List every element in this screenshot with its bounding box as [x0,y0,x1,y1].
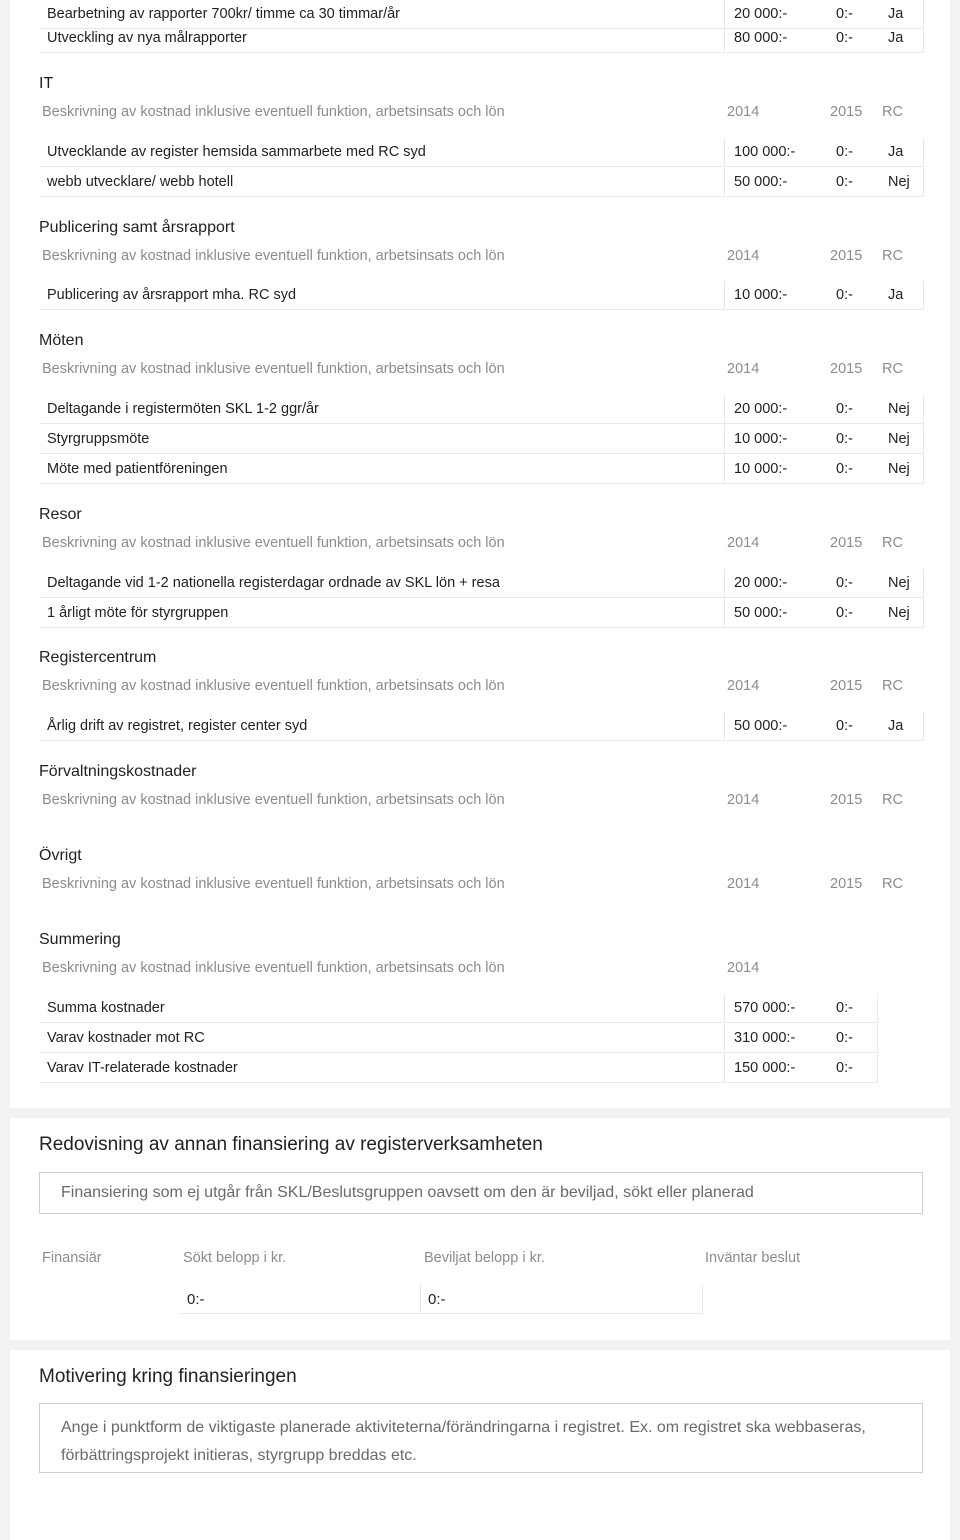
row-value-2015: 0:- [826,1024,878,1053]
header-description: Beskrivning av kostnad inklusive eventuell funktion, arbetsinsats och lön [42,678,505,694]
row-rc: Ja [878,138,924,167]
header-rc: RC [882,104,903,120]
header-2014: 2014 [727,792,760,808]
row-value-2014: 20 000:- [726,569,826,598]
row-value-2015: 0:- [826,168,878,197]
row-description: Möte med patientföreningen [40,455,725,484]
row-rc: Nej [878,455,924,484]
header-rc: RC [882,876,903,892]
table-row [40,425,924,455]
section-title-ovrigt: Övrigt [39,847,82,864]
header-description: Beskrivning av kostnad inklusive eventuell funktion, arbetsinsats och lön [42,960,505,976]
financing-description-field[interactable] [39,1172,923,1214]
row-rc: Nej [878,425,924,454]
granted-total: 0:- [421,1284,703,1314]
row-rc: Nej [878,395,924,424]
row-value-2015: 0:- [826,455,878,484]
table-header [42,792,912,812]
row-value-2014: 50 000:- [726,712,826,741]
motivation-placeholder: Ange i punktform de viktigaste planerade aktiviteterna/förändringarna i registret. Ex. om registret ska webbaseras, förbättringsprojekt initieras, styrgrupp breddas etc. [61,1419,866,1464]
section-title-summering: Summering [39,931,121,948]
table-row [40,599,924,629]
row-description: Styrgruppsmöte [40,425,725,454]
section-title-it: IT [39,75,54,92]
header-2015: 2015 [830,104,863,120]
row-rc: Ja [878,24,924,53]
row-rc: Ja [878,712,924,741]
row-value-2014: 10 000:- [726,281,826,310]
header-2015: 2015 [830,535,863,551]
table-row [40,455,924,485]
row-description: Summa kostnader [40,994,725,1023]
row-value-2015: 0:- [826,281,878,310]
table-row [40,569,924,599]
table-header [42,535,912,555]
header-2015: 2015 [830,792,863,808]
row-value-2015: 0:- [826,569,878,598]
column-granted: Beviljat belopp i kr. [424,1250,545,1266]
header-2015: 2015 [830,361,863,377]
column-requested: Sökt belopp i kr. [183,1250,287,1266]
row-value-2014: 570 000:- [726,994,826,1023]
row-value-2015: 0:- [826,599,878,628]
row-description: Deltagande vid 1-2 nationella registerdagar ordnade av SKL lön + resa [40,569,725,598]
row-value-2015: 0:- [826,395,878,424]
header-2014: 2014 [727,535,760,551]
section-title-registercentrum: Registercentrum [39,649,157,666]
row-description: Årlig drift av registret, register center syd [40,712,725,741]
row-value-2014: 20 000:- [726,0,826,29]
row-description: Deltagande i registermöten SKL 1-2 ggr/år [40,395,725,424]
budget-panel [10,0,950,1108]
row-rc: Ja [878,281,924,310]
table-header [42,361,912,381]
header-rc: RC [882,248,903,264]
header-2014: 2014 [727,876,760,892]
row-value-2014: 150 000:- [726,1054,826,1083]
row-value-2014: 10 000:- [726,425,826,454]
row-description: Bearbetning av rapporter 700kr/ timme ca 30 timmar/år [40,0,725,29]
section-title-moten: Möten [39,332,84,349]
column-pending: Inväntar beslut [705,1250,801,1266]
row-value-2015: 0:- [826,138,878,167]
section-title-resor: Resor [39,506,82,523]
header-2014: 2014 [727,104,760,120]
row-rc: Nej [878,599,924,628]
row-value-2014: 310 000:- [726,1024,826,1053]
row-rc: Nej [878,569,924,598]
summary-row [40,994,880,1024]
table-row [40,24,924,54]
summary-row [40,1024,880,1054]
header-description: Beskrivning av kostnad inklusive eventuell funktion, arbetsinsats och lön [42,876,505,892]
row-description: Varav IT-relaterade kostnader [40,1054,725,1083]
header-rc: RC [882,361,903,377]
row-value-2015: 0:- [826,1054,878,1083]
header-description: Beskrivning av kostnad inklusive eventuell funktion, arbetsinsats och lön [42,248,505,264]
header-description: Beskrivning av kostnad inklusive eventuell funktion, arbetsinsats och lön [42,792,505,808]
motivation-text-field[interactable] [39,1403,923,1473]
row-rc: Nej [878,168,924,197]
row-rc: Ja [878,0,924,29]
row-value-2014: 50 000:- [726,599,826,628]
header-rc: RC [882,792,903,808]
row-value-2015: 0:- [826,24,878,53]
summary-row [40,1054,880,1084]
header-description: Beskrivning av kostnad inklusive eventuell funktion, arbetsinsats och lön [42,104,505,120]
header-2015: 2015 [830,678,863,694]
section-title-forvaltningskostnader: Förvaltningskostnader [39,763,197,780]
table-row [40,138,924,168]
header-rc: RC [882,535,903,551]
row-value-2014: 80 000:- [726,24,826,53]
row-description: Utvecklande av register hemsida sammarbete med RC syd [40,138,725,167]
header-2014: 2014 [727,361,760,377]
row-description: Publicering av årsrapport mha. RC syd [40,281,725,310]
table-header [42,104,912,124]
row-value-2015: 0:- [826,425,878,454]
motivation-title: Motivering kring finansieringen [39,1366,297,1387]
motivation-panel [10,1350,950,1540]
row-value-2014: 50 000:- [726,168,826,197]
column-financier: Finansiär [42,1250,102,1266]
financing-panel [10,1118,950,1340]
header-rc: RC [882,678,903,694]
row-description: webb utvecklare/ webb hotell [40,168,725,197]
row-value-2015: 0:- [826,712,878,741]
header-2014: 2014 [727,960,760,976]
row-value-2014: 100 000:- [726,138,826,167]
header-2014: 2014 [727,678,760,694]
financing-placeholder: Finansiering som ej utgår från SKL/Beslutsgruppen oavsett om den är beviljad, sökt eller planerad [61,1184,754,1201]
row-description: Utveckling av nya målrapporter [40,24,725,53]
header-2015: 2015 [830,248,863,264]
header-2014: 2014 [727,248,760,264]
requested-total: 0:- [180,1284,421,1314]
financing-title: Redovisning av annan finansiering av registerverksamheten [39,1134,543,1155]
table-header [42,876,912,896]
row-description: 1 årligt möte för styrgruppen [40,599,725,628]
table-header [42,678,912,698]
table-header [42,248,912,268]
table-row [40,395,924,425]
table-header [42,960,912,980]
table-row [40,281,924,311]
table-row [40,712,924,742]
row-description: Varav kostnader mot RC [40,1024,725,1053]
header-2015: 2015 [830,876,863,892]
row-value-2015: 0:- [826,0,878,29]
header-description: Beskrivning av kostnad inklusive eventuell funktion, arbetsinsats och lön [42,361,505,377]
row-value-2014: 20 000:- [726,395,826,424]
row-value-2015: 0:- [826,994,878,1023]
header-description: Beskrivning av kostnad inklusive eventuell funktion, arbetsinsats och lön [42,535,505,551]
section-title-publicering: Publicering samt årsrapport [39,219,235,236]
row-value-2014: 10 000:- [726,455,826,484]
table-row [40,168,924,198]
